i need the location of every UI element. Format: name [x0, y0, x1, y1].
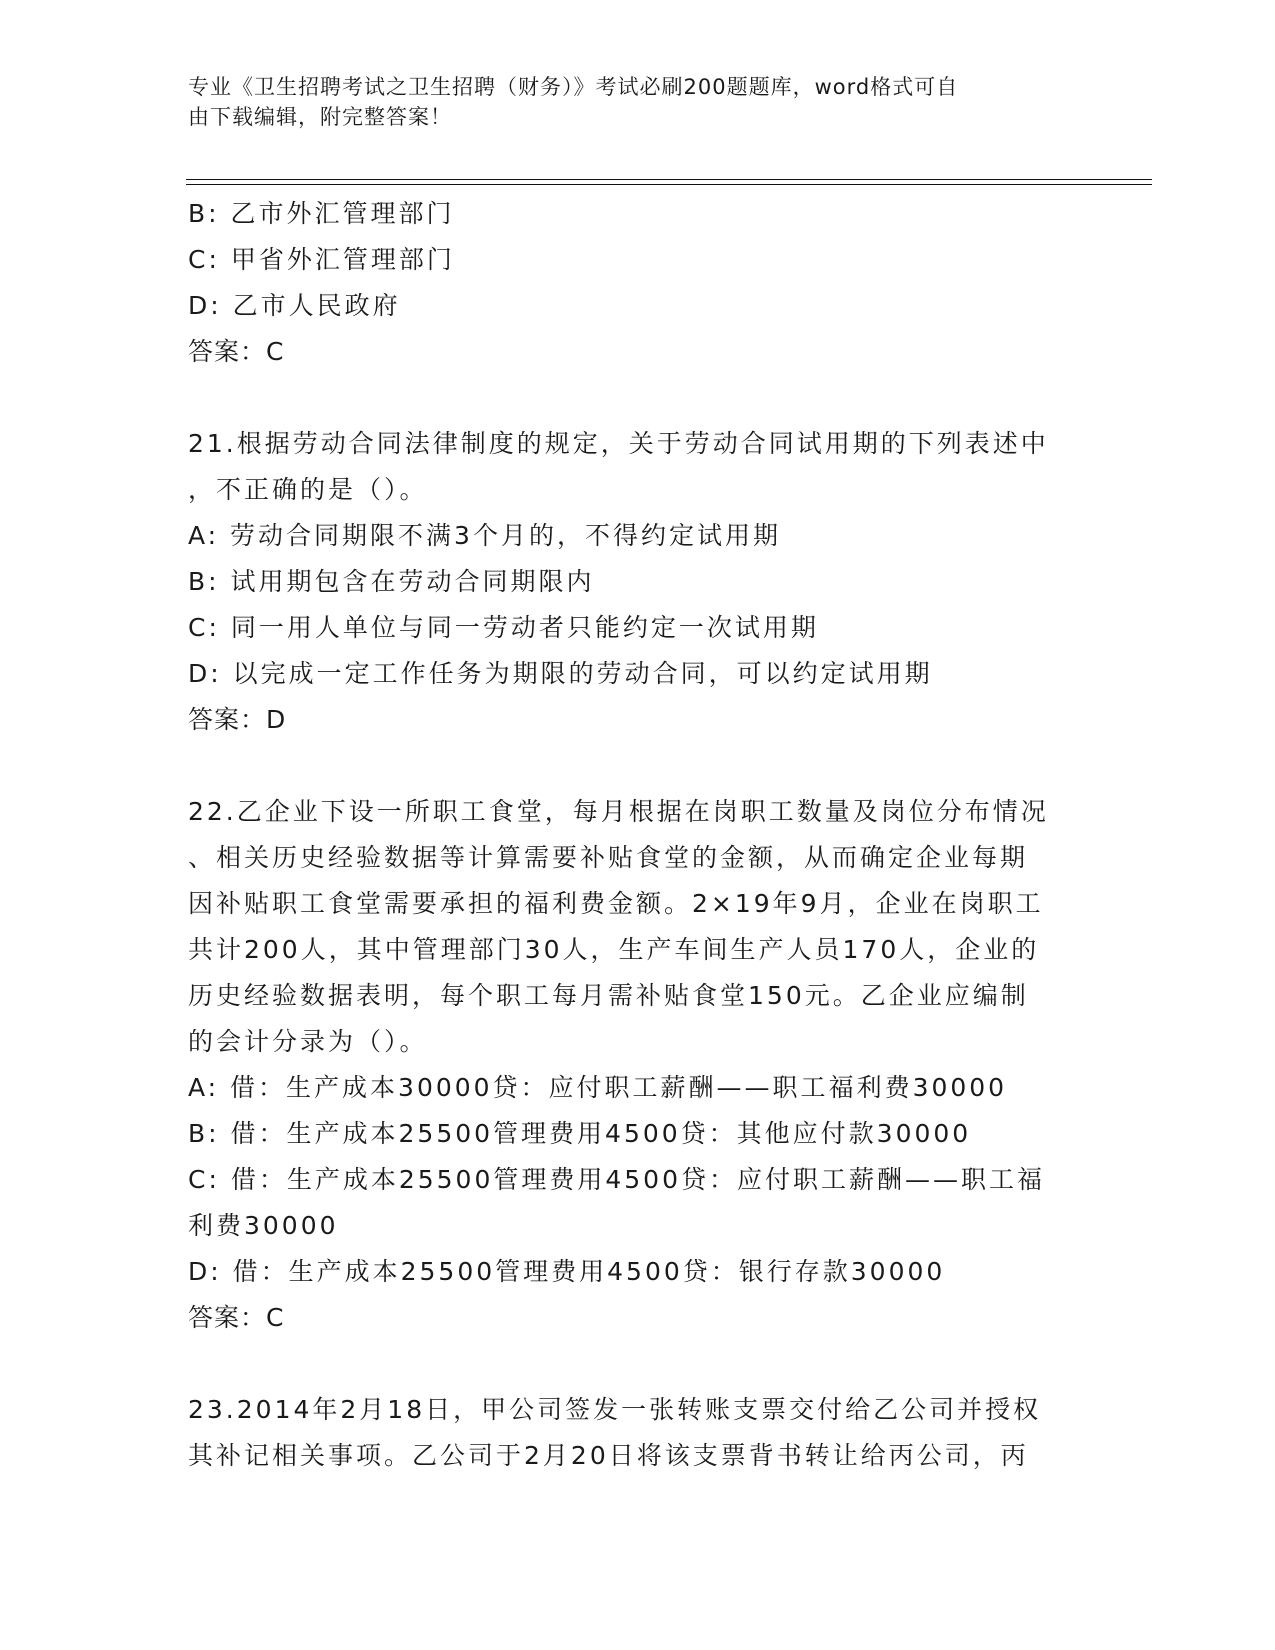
option-a: A: 劳动合同期限不满3个月的，不得约定试用期 [188, 521, 781, 550]
option-d: D: 借：生产成本25500管理费用4500贷：银行存款30000 [188, 1257, 946, 1286]
option-c: C: 甲省外汇管理部门 [188, 245, 455, 274]
header-line-1: 专业《卫生招聘考试之卫生招聘（财务）》考试必刷200题题库，word格式可自 [188, 75, 959, 99]
option-c: C: 同一用人单位与同一劳动者只能约定一次试用期 [188, 613, 819, 642]
answer: 答案：C [188, 337, 285, 366]
spacer [188, 743, 1088, 789]
option-b: B: 试用期包含在劳动合同期限内 [188, 567, 595, 596]
question-content [188, 191, 1088, 1479]
answer: 答案：D [188, 705, 287, 734]
question-stem: 因补贴职工食堂需要承担的福利费金额。2×19年9月，企业在岗职工 [188, 889, 1044, 918]
question-stem: 共计200人，其中管理部门30人，生产车间生产人员170人，企业的 [188, 935, 1040, 964]
question-stem: ，不正确的是（）。 [188, 475, 428, 504]
header-line-2: 由下载编辑，附完整答案！ [188, 105, 452, 129]
option-d: D: 以完成一定工作任务为期限的劳动合同，可以约定试用期 [188, 659, 933, 688]
question-stem: 其补记相关事项。乙公司于2月20日将该支票背书转让给丙公司，丙 [188, 1441, 1029, 1470]
option-b: B: 借：生产成本25500管理费用4500贷：其他应付款30000 [188, 1119, 972, 1148]
option-c: C: 借：生产成本25500管理费用4500贷：应付职工薪酬——职工福 [188, 1165, 1045, 1194]
question-stem: 、相关历史经验数据等计算需要补贴食堂的金额，从而确定企业每期 [188, 843, 1029, 872]
question-stem: 历史经验数据表明，每个职工每月需补贴食堂150元。乙企业应编制 [188, 981, 1029, 1010]
spacer [188, 375, 1088, 421]
question-block-21 [188, 421, 1088, 743]
option-b: B: 乙市外汇管理部门 [188, 199, 455, 228]
spacer [188, 1341, 1088, 1387]
question-stem: 的会计分录为（）。 [188, 1027, 428, 1056]
header-rule-top [186, 179, 1152, 180]
header-rule-bottom [186, 184, 1152, 185]
question-block-22 [188, 789, 1088, 1341]
answer: 答案：C [188, 1303, 285, 1332]
question-stem: 23.2014年2月18日，甲公司签发一张转账支票交付给乙公司并授权 [188, 1395, 1042, 1424]
question-block-20 [188, 191, 1088, 375]
option-c-continued: 利费30000 [188, 1211, 339, 1240]
question-stem: 21.根据劳动合同法律制度的规定，关于劳动合同试用期的下列表述中 [188, 429, 1049, 458]
option-a: A: 借：生产成本30000贷：应付职工薪酬——职工福利费30000 [188, 1073, 1008, 1102]
page-header [188, 72, 1068, 132]
question-block-23 [188, 1387, 1088, 1479]
option-d: D: 乙市人民政府 [188, 291, 401, 320]
question-stem: 22.乙企业下设一所职工食堂，每月根据在岗职工数量及岗位分布情况 [188, 797, 1049, 826]
